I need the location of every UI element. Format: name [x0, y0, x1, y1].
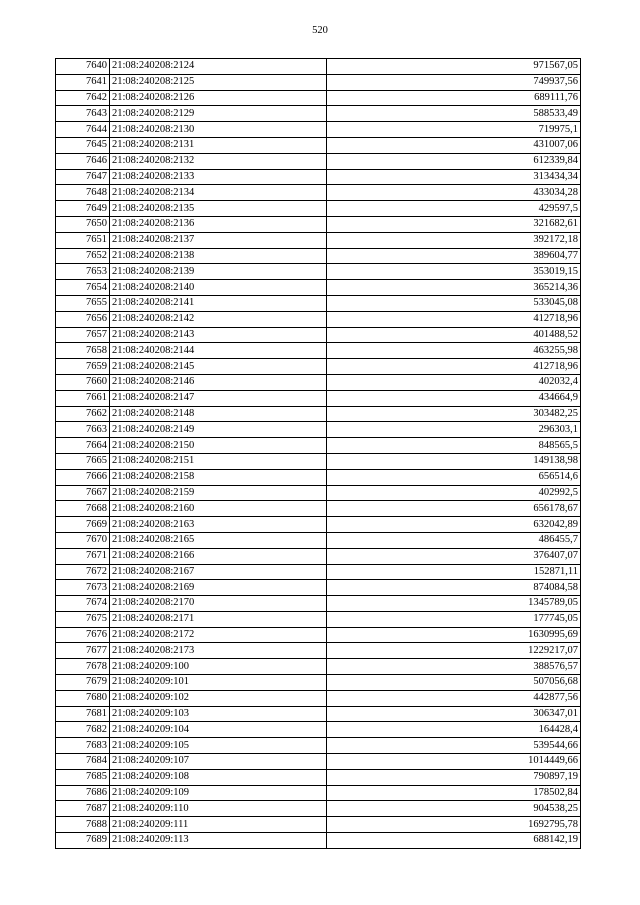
row-number-cell: 7661: [56, 390, 110, 406]
amount-cell: 749937,56: [327, 74, 581, 90]
row-number-cell: 7678: [56, 659, 110, 675]
amount-cell: 303482,25: [327, 406, 581, 422]
row-number-cell: 7645: [56, 137, 110, 153]
row-number-cell: 7658: [56, 343, 110, 359]
amount-cell: 412718,96: [327, 311, 581, 327]
table-row: [56, 785, 581, 801]
amount-cell: 656178,67: [327, 501, 581, 517]
cadastral-number-cell: 21:08:240209:100: [110, 659, 327, 675]
row-number-cell: 7686: [56, 785, 110, 801]
cadastral-number-cell: 21:08:240209:108: [110, 769, 327, 785]
cadastral-number-cell: 21:08:240209:102: [110, 690, 327, 706]
amount-cell: 306347,01: [327, 706, 581, 722]
cadastral-number-cell: 21:08:240208:2139: [110, 264, 327, 280]
table-row: [56, 833, 581, 849]
cadastral-number-cell: 21:08:240208:2142: [110, 311, 327, 327]
table-row: [56, 295, 581, 311]
cadastral-number-cell: 21:08:240208:2134: [110, 185, 327, 201]
amount-cell: 689111,76: [327, 90, 581, 106]
row-number-cell: 7685: [56, 769, 110, 785]
cadastral-number-cell: 21:08:240208:2149: [110, 422, 327, 438]
amount-cell: 178502,84: [327, 785, 581, 801]
amount-cell: 1345789,05: [327, 596, 581, 612]
row-number-cell: 7660: [56, 374, 110, 390]
data-table: [55, 58, 581, 849]
row-number-cell: 7689: [56, 833, 110, 849]
cadastral-number-cell: 21:08:240208:2151: [110, 453, 327, 469]
row-number-cell: 7657: [56, 327, 110, 343]
table-row: [56, 390, 581, 406]
cadastral-number-cell: 21:08:240208:2137: [110, 232, 327, 248]
row-number-cell: 7656: [56, 311, 110, 327]
cadastral-number-cell: 21:08:240208:2158: [110, 469, 327, 485]
row-number-cell: 7643: [56, 106, 110, 122]
cadastral-number-cell: 21:08:240208:2148: [110, 406, 327, 422]
cadastral-number-cell: 21:08:240208:2169: [110, 580, 327, 596]
amount-cell: 376407,07: [327, 548, 581, 564]
row-number-cell: 7672: [56, 564, 110, 580]
row-number-cell: 7659: [56, 359, 110, 375]
row-number-cell: 7654: [56, 280, 110, 296]
amount-cell: 388576,57: [327, 659, 581, 675]
cadastral-number-cell: 21:08:240208:2170: [110, 596, 327, 612]
table-row: [56, 532, 581, 548]
table-row: [56, 185, 581, 201]
table-row: [56, 374, 581, 390]
amount-cell: 539544,66: [327, 738, 581, 754]
cadastral-number-cell: 21:08:240208:2135: [110, 201, 327, 217]
amount-cell: 365214,36: [327, 280, 581, 296]
table-row: [56, 90, 581, 106]
amount-cell: 296303,1: [327, 422, 581, 438]
cadastral-number-cell: 21:08:240208:2133: [110, 169, 327, 185]
amount-cell: 389604,77: [327, 248, 581, 264]
cadastral-number-cell: 21:08:240208:2145: [110, 359, 327, 375]
table-row: [56, 280, 581, 296]
row-number-cell: 7655: [56, 295, 110, 311]
table-row: [56, 769, 581, 785]
amount-cell: 401488,52: [327, 327, 581, 343]
amount-cell: 313434,34: [327, 169, 581, 185]
row-number-cell: 7648: [56, 185, 110, 201]
amount-cell: 429597,5: [327, 201, 581, 217]
amount-cell: 431007,06: [327, 137, 581, 153]
table-row: [56, 643, 581, 659]
cadastral-number-cell: 21:08:240208:2143: [110, 327, 327, 343]
amount-cell: 588533,49: [327, 106, 581, 122]
row-number-cell: 7679: [56, 675, 110, 691]
row-number-cell: 7640: [56, 59, 110, 75]
amount-cell: 790897,19: [327, 769, 581, 785]
amount-cell: 486455,7: [327, 532, 581, 548]
table-row: [56, 106, 581, 122]
cadastral-number-cell: 21:08:240208:2160: [110, 501, 327, 517]
amount-cell: 1229217,07: [327, 643, 581, 659]
amount-cell: 392172,18: [327, 232, 581, 248]
cadastral-number-cell: 21:08:240208:2171: [110, 611, 327, 627]
table-row: [56, 137, 581, 153]
row-number-cell: 7681: [56, 706, 110, 722]
table-row: [56, 438, 581, 454]
row-number-cell: 7646: [56, 153, 110, 169]
amount-cell: 874084,58: [327, 580, 581, 596]
table-row: [56, 675, 581, 691]
cadastral-number-cell: 21:08:240209:103: [110, 706, 327, 722]
amount-cell: 1014449,66: [327, 754, 581, 770]
table-row: [56, 232, 581, 248]
table-row: [56, 690, 581, 706]
cadastral-number-cell: 21:08:240209:110: [110, 801, 327, 817]
cadastral-number-cell: 21:08:240208:2167: [110, 564, 327, 580]
cadastral-number-cell: 21:08:240208:2140: [110, 280, 327, 296]
cadastral-number-cell: 21:08:240208:2124: [110, 59, 327, 75]
cadastral-number-cell: 21:08:240208:2165: [110, 532, 327, 548]
table-row: [56, 343, 581, 359]
table-row: [56, 564, 581, 580]
amount-cell: 1630995,69: [327, 627, 581, 643]
row-number-cell: 7651: [56, 232, 110, 248]
table-row: [56, 469, 581, 485]
row-number-cell: 7682: [56, 722, 110, 738]
amount-cell: 719975,1: [327, 122, 581, 138]
amount-cell: 463255,98: [327, 343, 581, 359]
table-row: [56, 453, 581, 469]
row-number-cell: 7647: [56, 169, 110, 185]
table-row: [56, 422, 581, 438]
table-body: [56, 59, 581, 849]
table-row: [56, 659, 581, 675]
cadastral-number-cell: 21:08:240208:2159: [110, 485, 327, 501]
row-number-cell: 7668: [56, 501, 110, 517]
amount-cell: 164428,4: [327, 722, 581, 738]
cadastral-number-cell: 21:08:240209:105: [110, 738, 327, 754]
amount-cell: 402992,5: [327, 485, 581, 501]
table-row: [56, 517, 581, 533]
cadastral-number-cell: 21:08:240208:2166: [110, 548, 327, 564]
amount-cell: 656514,6: [327, 469, 581, 485]
cadastral-number-cell: 21:08:240208:2125: [110, 74, 327, 90]
table-row: [56, 485, 581, 501]
row-number-cell: 7674: [56, 596, 110, 612]
row-number-cell: 7642: [56, 90, 110, 106]
row-number-cell: 7644: [56, 122, 110, 138]
row-number-cell: 7652: [56, 248, 110, 264]
cadastral-number-cell: 21:08:240209:104: [110, 722, 327, 738]
table-row: [56, 216, 581, 232]
cadastral-number-cell: 21:08:240208:2132: [110, 153, 327, 169]
cadastral-number-cell: 21:08:240208:2129: [110, 106, 327, 122]
row-number-cell: 7665: [56, 453, 110, 469]
table-row: [56, 596, 581, 612]
amount-cell: 848565,5: [327, 438, 581, 454]
amount-cell: 612339,84: [327, 153, 581, 169]
cadastral-number-cell: 21:08:240208:2144: [110, 343, 327, 359]
table-row: [56, 311, 581, 327]
row-number-cell: 7664: [56, 438, 110, 454]
table-row: [56, 801, 581, 817]
cadastral-number-cell: 21:08:240208:2147: [110, 390, 327, 406]
table-row: [56, 817, 581, 833]
amount-cell: 152871,11: [327, 564, 581, 580]
table-row: [56, 406, 581, 422]
amount-cell: 321682,61: [327, 216, 581, 232]
table-row: [56, 722, 581, 738]
table-row: [56, 359, 581, 375]
table-row: [56, 59, 581, 75]
cadastral-number-cell: 21:08:240208:2136: [110, 216, 327, 232]
cadastral-number-cell: 21:08:240208:2172: [110, 627, 327, 643]
row-number-cell: 7641: [56, 74, 110, 90]
amount-cell: 434664,9: [327, 390, 581, 406]
cadastral-number-cell: 21:08:240209:113: [110, 833, 327, 849]
table-row: [56, 706, 581, 722]
cadastral-number-cell: 21:08:240208:2141: [110, 295, 327, 311]
amount-cell: 971567,05: [327, 59, 581, 75]
row-number-cell: 7673: [56, 580, 110, 596]
row-number-cell: 7683: [56, 738, 110, 754]
amount-cell: 442877,56: [327, 690, 581, 706]
cadastral-number-cell: 21:08:240209:107: [110, 754, 327, 770]
cadastral-number-cell: 21:08:240208:2131: [110, 137, 327, 153]
table-row: [56, 264, 581, 280]
amount-cell: 402032,4: [327, 374, 581, 390]
row-number-cell: 7688: [56, 817, 110, 833]
table-row: [56, 327, 581, 343]
amount-cell: 412718,96: [327, 359, 581, 375]
row-number-cell: 7666: [56, 469, 110, 485]
cadastral-number-cell: 21:08:240208:2130: [110, 122, 327, 138]
row-number-cell: 7687: [56, 801, 110, 817]
row-number-cell: 7650: [56, 216, 110, 232]
row-number-cell: 7684: [56, 754, 110, 770]
cadastral-number-cell: 21:08:240208:2150: [110, 438, 327, 454]
amount-cell: 1692795,78: [327, 817, 581, 833]
cadastral-number-cell: 21:08:240209:101: [110, 675, 327, 691]
cadastral-number-cell: 21:08:240208:2173: [110, 643, 327, 659]
row-number-cell: 7663: [56, 422, 110, 438]
table-row: [56, 580, 581, 596]
cadastral-number-cell: 21:08:240208:2163: [110, 517, 327, 533]
row-number-cell: 7677: [56, 643, 110, 659]
table-row: [56, 153, 581, 169]
table-row: [56, 201, 581, 217]
row-number-cell: 7669: [56, 517, 110, 533]
row-number-cell: 7675: [56, 611, 110, 627]
amount-cell: 433034,28: [327, 185, 581, 201]
cadastral-number-cell: 21:08:240208:2146: [110, 374, 327, 390]
table-row: [56, 611, 581, 627]
page-number: 520: [312, 25, 328, 36]
amount-cell: 533045,08: [327, 295, 581, 311]
table-row: [56, 627, 581, 643]
row-number-cell: 7653: [56, 264, 110, 280]
row-number-cell: 7662: [56, 406, 110, 422]
amount-cell: 177745,05: [327, 611, 581, 627]
row-number-cell: 7671: [56, 548, 110, 564]
row-number-cell: 7670: [56, 532, 110, 548]
table-row: [56, 122, 581, 138]
amount-cell: 904538,25: [327, 801, 581, 817]
cadastral-number-cell: 21:08:240209:111: [110, 817, 327, 833]
row-number-cell: 7676: [56, 627, 110, 643]
row-number-cell: 7680: [56, 690, 110, 706]
table-row: [56, 248, 581, 264]
amount-cell: 688142,19: [327, 833, 581, 849]
cadastral-number-cell: 21:08:240208:2126: [110, 90, 327, 106]
table-row: [56, 169, 581, 185]
cadastral-number-cell: 21:08:240208:2138: [110, 248, 327, 264]
table-row: [56, 501, 581, 517]
row-number-cell: 7649: [56, 201, 110, 217]
table-row: [56, 754, 581, 770]
table-row: [56, 738, 581, 754]
row-number-cell: 7667: [56, 485, 110, 501]
amount-cell: 353019,15: [327, 264, 581, 280]
table-row: [56, 74, 581, 90]
amount-cell: 149138,98: [327, 453, 581, 469]
amount-cell: 507056,68: [327, 675, 581, 691]
amount-cell: 632042,89: [327, 517, 581, 533]
cadastral-number-cell: 21:08:240209:109: [110, 785, 327, 801]
table-row: [56, 548, 581, 564]
